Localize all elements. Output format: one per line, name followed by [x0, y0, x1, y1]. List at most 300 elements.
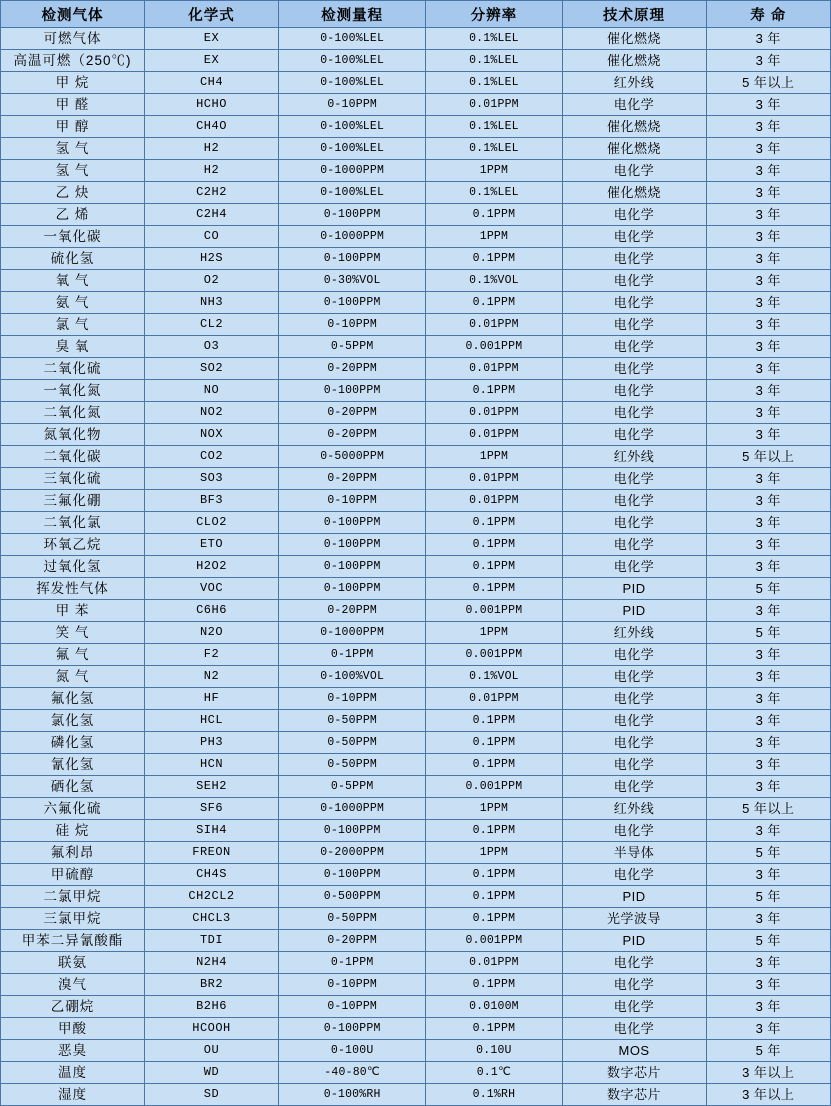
cell-formula: EX — [144, 50, 278, 72]
column-header-formula: 化学式 — [144, 1, 278, 28]
cell-technology: 催化燃烧 — [562, 50, 706, 72]
table-row — [1, 270, 831, 292]
table-row — [1, 380, 831, 402]
cell-gas: 氮 气 — [1, 666, 145, 688]
cell-range: 0-50PPM — [279, 732, 426, 754]
table-row — [1, 996, 831, 1018]
cell-range: 0-10PPM — [279, 688, 426, 710]
cell-lifetime: 3 年 — [706, 556, 830, 578]
cell-resolution: 0.1PPM — [426, 512, 562, 534]
cell-lifetime: 3 年 — [706, 160, 830, 182]
cell-technology: 数字芯片 — [562, 1062, 706, 1084]
cell-formula: CH4S — [144, 864, 278, 886]
cell-gas: 六氟化硫 — [1, 798, 145, 820]
cell-resolution: 0.001PPM — [426, 600, 562, 622]
cell-gas: 三氧化硫 — [1, 468, 145, 490]
cell-resolution: 0.1%LEL — [426, 28, 562, 50]
cell-gas: 乙 炔 — [1, 182, 145, 204]
cell-gas: 磷化氢 — [1, 732, 145, 754]
cell-technology: 电化学 — [562, 314, 706, 336]
cell-gas: 甲 苯 — [1, 600, 145, 622]
cell-formula: NO — [144, 380, 278, 402]
cell-technology: 光学波导 — [562, 908, 706, 930]
cell-formula: SF6 — [144, 798, 278, 820]
cell-range: 0-1PPM — [279, 952, 426, 974]
cell-technology: 催化燃烧 — [562, 182, 706, 204]
cell-range: 0-20PPM — [279, 468, 426, 490]
table-row — [1, 1062, 831, 1084]
cell-range: 0-100PPM — [279, 820, 426, 842]
cell-resolution: 0.01PPM — [426, 688, 562, 710]
cell-range: 0-10PPM — [279, 94, 426, 116]
cell-resolution: 0.001PPM — [426, 776, 562, 798]
cell-lifetime: 3 年 — [706, 204, 830, 226]
cell-lifetime: 3 年 — [706, 358, 830, 380]
cell-lifetime: 3 年 — [706, 754, 830, 776]
table-row — [1, 930, 831, 952]
cell-technology: PID — [562, 600, 706, 622]
cell-formula: B2H6 — [144, 996, 278, 1018]
cell-range: 0-1000PPM — [279, 160, 426, 182]
cell-lifetime: 5 年以上 — [706, 798, 830, 820]
cell-resolution: 1PPM — [426, 160, 562, 182]
table-row — [1, 732, 831, 754]
cell-gas: 三氟化硼 — [1, 490, 145, 512]
cell-range: 0-100PPM — [279, 534, 426, 556]
header-row — [1, 1, 831, 28]
cell-technology: MOS — [562, 1040, 706, 1062]
table-row — [1, 864, 831, 886]
cell-formula: HCOOH — [144, 1018, 278, 1040]
cell-formula: NO2 — [144, 402, 278, 424]
cell-formula: O2 — [144, 270, 278, 292]
cell-lifetime: 3 年以上 — [706, 1084, 830, 1106]
cell-lifetime: 3 年 — [706, 710, 830, 732]
cell-range: 0-100PPM — [279, 578, 426, 600]
cell-gas: 三氯甲烷 — [1, 908, 145, 930]
cell-formula: SEH2 — [144, 776, 278, 798]
cell-technology: 红外线 — [562, 622, 706, 644]
cell-range: 0-2000PPM — [279, 842, 426, 864]
cell-range: 0-1000PPM — [279, 798, 426, 820]
column-header-gas: 检测气体 — [1, 1, 145, 28]
cell-resolution: 0.1℃ — [426, 1062, 562, 1084]
cell-formula: SO2 — [144, 358, 278, 380]
cell-technology: 电化学 — [562, 358, 706, 380]
cell-gas: 硅 烷 — [1, 820, 145, 842]
table-row — [1, 710, 831, 732]
table-row — [1, 336, 831, 358]
column-header-lifetime: 寿 命 — [706, 1, 830, 28]
cell-formula: NOX — [144, 424, 278, 446]
cell-resolution: 0.01PPM — [426, 490, 562, 512]
cell-formula: PH3 — [144, 732, 278, 754]
cell-range: 0-100PPM — [279, 380, 426, 402]
cell-gas: 氟利昂 — [1, 842, 145, 864]
cell-gas: 联氨 — [1, 952, 145, 974]
cell-range: 0-100%LEL — [279, 116, 426, 138]
cell-gas: 氨 气 — [1, 292, 145, 314]
cell-gas: 笑 气 — [1, 622, 145, 644]
cell-resolution: 0.001PPM — [426, 336, 562, 358]
table-row — [1, 424, 831, 446]
cell-lifetime: 5 年 — [706, 930, 830, 952]
cell-resolution: 0.1PPM — [426, 710, 562, 732]
table-row — [1, 248, 831, 270]
cell-resolution: 0.1PPM — [426, 908, 562, 930]
cell-technology: 催化燃烧 — [562, 116, 706, 138]
cell-lifetime: 3 年 — [706, 116, 830, 138]
cell-lifetime: 3 年 — [706, 1018, 830, 1040]
cell-resolution: 0.1%LEL — [426, 72, 562, 94]
cell-lifetime: 3 年 — [706, 380, 830, 402]
cell-lifetime: 3 年 — [706, 974, 830, 996]
table-row — [1, 1084, 831, 1106]
cell-gas: 乙 烯 — [1, 204, 145, 226]
table-row — [1, 204, 831, 226]
table-row — [1, 842, 831, 864]
cell-gas: 硒化氢 — [1, 776, 145, 798]
cell-formula: N2H4 — [144, 952, 278, 974]
cell-resolution: 0.0100M — [426, 996, 562, 1018]
cell-formula: H2 — [144, 160, 278, 182]
cell-technology: 电化学 — [562, 754, 706, 776]
cell-range: 0-100PPM — [279, 556, 426, 578]
cell-technology: 电化学 — [562, 556, 706, 578]
cell-formula: ETO — [144, 534, 278, 556]
cell-formula: C6H6 — [144, 600, 278, 622]
cell-range: 0-100%LEL — [279, 182, 426, 204]
cell-gas: 甲硫醇 — [1, 864, 145, 886]
cell-range: 0-100PPM — [279, 512, 426, 534]
table-row — [1, 512, 831, 534]
cell-formula: OU — [144, 1040, 278, 1062]
cell-range: 0-5PPM — [279, 336, 426, 358]
cell-technology: 电化学 — [562, 776, 706, 798]
cell-range: 0-20PPM — [279, 424, 426, 446]
cell-resolution: 0.10U — [426, 1040, 562, 1062]
table-row — [1, 798, 831, 820]
cell-gas: 氢 气 — [1, 138, 145, 160]
cell-resolution: 0.01PPM — [426, 424, 562, 446]
cell-formula: CHCL3 — [144, 908, 278, 930]
cell-lifetime: 3 年 — [706, 336, 830, 358]
table-row — [1, 622, 831, 644]
cell-lifetime: 3 年以上 — [706, 1062, 830, 1084]
cell-gas: 氢 气 — [1, 160, 145, 182]
cell-technology: 电化学 — [562, 490, 706, 512]
cell-range: 0-30%VOL — [279, 270, 426, 292]
cell-technology: 电化学 — [562, 996, 706, 1018]
cell-technology: 红外线 — [562, 72, 706, 94]
cell-range: 0-20PPM — [279, 600, 426, 622]
cell-lifetime: 5 年 — [706, 1040, 830, 1062]
cell-gas: 二氯甲烷 — [1, 886, 145, 908]
cell-lifetime: 3 年 — [706, 94, 830, 116]
cell-technology: 电化学 — [562, 512, 706, 534]
cell-gas: 挥发性气体 — [1, 578, 145, 600]
cell-technology: 催化燃烧 — [562, 28, 706, 50]
cell-range: 0-50PPM — [279, 754, 426, 776]
cell-technology: 电化学 — [562, 534, 706, 556]
cell-lifetime: 5 年以上 — [706, 446, 830, 468]
cell-technology: 电化学 — [562, 402, 706, 424]
cell-resolution: 0.1%VOL — [426, 666, 562, 688]
table-row — [1, 446, 831, 468]
cell-range: 0-100%VOL — [279, 666, 426, 688]
cell-technology: 电化学 — [562, 974, 706, 996]
cell-technology: PID — [562, 886, 706, 908]
cell-lifetime: 3 年 — [706, 248, 830, 270]
cell-lifetime: 5 年 — [706, 842, 830, 864]
cell-resolution: 0.1PPM — [426, 204, 562, 226]
cell-formula: BR2 — [144, 974, 278, 996]
cell-range: 0-1PPM — [279, 644, 426, 666]
cell-resolution: 0.1%LEL — [426, 138, 562, 160]
cell-lifetime: 3 年 — [706, 226, 830, 248]
cell-resolution: 0.1PPM — [426, 292, 562, 314]
cell-resolution: 0.01PPM — [426, 468, 562, 490]
cell-lifetime: 3 年 — [706, 50, 830, 72]
cell-technology: 电化学 — [562, 204, 706, 226]
cell-resolution: 0.001PPM — [426, 644, 562, 666]
cell-gas: 一氧化氮 — [1, 380, 145, 402]
cell-gas: 恶臭 — [1, 1040, 145, 1062]
cell-formula: H2O2 — [144, 556, 278, 578]
cell-resolution: 0.1PPM — [426, 380, 562, 402]
cell-range: 0-100%LEL — [279, 50, 426, 72]
cell-lifetime: 3 年 — [706, 952, 830, 974]
cell-formula: CO2 — [144, 446, 278, 468]
cell-lifetime: 3 年 — [706, 468, 830, 490]
cell-gas: 溴气 — [1, 974, 145, 996]
cell-resolution: 0.1PPM — [426, 534, 562, 556]
cell-formula: HCHO — [144, 94, 278, 116]
cell-lifetime: 5 年 — [706, 886, 830, 908]
table-row — [1, 1018, 831, 1040]
cell-lifetime: 3 年 — [706, 864, 830, 886]
table-row — [1, 50, 831, 72]
cell-resolution: 1PPM — [426, 842, 562, 864]
cell-range: 0-100%RH — [279, 1084, 426, 1106]
cell-gas: 一氧化碳 — [1, 226, 145, 248]
table-row — [1, 1040, 831, 1062]
table-row — [1, 776, 831, 798]
cell-range: 0-5000PPM — [279, 446, 426, 468]
cell-resolution: 0.01PPM — [426, 952, 562, 974]
cell-gas: 二氧化硫 — [1, 358, 145, 380]
cell-formula: CH4 — [144, 72, 278, 94]
cell-gas: 二氧化氮 — [1, 402, 145, 424]
table-row — [1, 138, 831, 160]
cell-resolution: 0.1PPM — [426, 556, 562, 578]
cell-gas: 氟化氢 — [1, 688, 145, 710]
cell-lifetime: 3 年 — [706, 402, 830, 424]
cell-technology: 电化学 — [562, 952, 706, 974]
cell-resolution: 0.1PPM — [426, 864, 562, 886]
cell-technology: 电化学 — [562, 336, 706, 358]
cell-range: 0-20PPM — [279, 930, 426, 952]
table-row — [1, 556, 831, 578]
cell-gas: 高温可燃（250℃) — [1, 50, 145, 72]
cell-lifetime: 3 年 — [706, 182, 830, 204]
cell-resolution: 0.1%RH — [426, 1084, 562, 1106]
column-header-resolution: 分辨率 — [426, 1, 562, 28]
cell-formula: H2 — [144, 138, 278, 160]
cell-gas: 二氧化碳 — [1, 446, 145, 468]
cell-range: 0-100%LEL — [279, 138, 426, 160]
cell-gas: 氟 气 — [1, 644, 145, 666]
table-row — [1, 908, 831, 930]
cell-resolution: 0.1PPM — [426, 732, 562, 754]
cell-lifetime: 5 年以上 — [706, 72, 830, 94]
cell-technology: 电化学 — [562, 820, 706, 842]
cell-technology: 电化学 — [562, 160, 706, 182]
cell-range: 0-1000PPM — [279, 226, 426, 248]
cell-range: 0-50PPM — [279, 710, 426, 732]
cell-formula: HCL — [144, 710, 278, 732]
table-row — [1, 974, 831, 996]
cell-gas: 乙硼烷 — [1, 996, 145, 1018]
cell-resolution: 0.1PPM — [426, 754, 562, 776]
table-row — [1, 688, 831, 710]
cell-gas: 湿度 — [1, 1084, 145, 1106]
cell-technology: 电化学 — [562, 666, 706, 688]
cell-lifetime: 3 年 — [706, 512, 830, 534]
cell-lifetime: 5 年 — [706, 622, 830, 644]
cell-formula: CH2CL2 — [144, 886, 278, 908]
cell-formula: SIH4 — [144, 820, 278, 842]
cell-formula: HCN — [144, 754, 278, 776]
cell-resolution: 0.1PPM — [426, 1018, 562, 1040]
cell-lifetime: 3 年 — [706, 644, 830, 666]
cell-gas: 氯 气 — [1, 314, 145, 336]
cell-technology: PID — [562, 930, 706, 952]
table-row — [1, 600, 831, 622]
table-row — [1, 116, 831, 138]
cell-resolution: 0.1%LEL — [426, 50, 562, 72]
cell-technology: 催化燃烧 — [562, 138, 706, 160]
cell-technology: PID — [562, 578, 706, 600]
cell-gas: 氰化氢 — [1, 754, 145, 776]
cell-formula: SD — [144, 1084, 278, 1106]
cell-resolution: 0.1%VOL — [426, 270, 562, 292]
cell-formula: F2 — [144, 644, 278, 666]
cell-formula: CL2 — [144, 314, 278, 336]
table-row — [1, 820, 831, 842]
cell-technology: 电化学 — [562, 226, 706, 248]
table-body — [1, 28, 831, 1106]
cell-gas: 环氧乙烷 — [1, 534, 145, 556]
cell-formula: FREON — [144, 842, 278, 864]
cell-range: -40-80℃ — [279, 1062, 426, 1084]
cell-lifetime: 3 年 — [706, 138, 830, 160]
table-row — [1, 644, 831, 666]
cell-technology: 电化学 — [562, 710, 706, 732]
cell-formula: CH4O — [144, 116, 278, 138]
cell-formula: HF — [144, 688, 278, 710]
cell-formula: VOC — [144, 578, 278, 600]
column-header-range: 检测量程 — [279, 1, 426, 28]
cell-resolution: 0.01PPM — [426, 314, 562, 336]
cell-gas: 温度 — [1, 1062, 145, 1084]
cell-range: 0-100PPM — [279, 204, 426, 226]
cell-formula: CLO2 — [144, 512, 278, 534]
cell-lifetime: 5 年 — [706, 578, 830, 600]
table-row — [1, 468, 831, 490]
cell-formula: O3 — [144, 336, 278, 358]
cell-technology: 电化学 — [562, 644, 706, 666]
cell-resolution: 1PPM — [426, 622, 562, 644]
cell-formula: C2H2 — [144, 182, 278, 204]
table-row — [1, 160, 831, 182]
cell-range: 0-10PPM — [279, 490, 426, 512]
cell-formula: TDI — [144, 930, 278, 952]
table-row — [1, 72, 831, 94]
cell-lifetime: 3 年 — [706, 270, 830, 292]
cell-resolution: 0.1PPM — [426, 248, 562, 270]
cell-gas: 甲 醇 — [1, 116, 145, 138]
cell-range: 0-1000PPM — [279, 622, 426, 644]
cell-technology: 数字芯片 — [562, 1084, 706, 1106]
cell-range: 0-20PPM — [279, 358, 426, 380]
cell-range: 0-100PPM — [279, 1018, 426, 1040]
column-header-technology: 技术原理 — [562, 1, 706, 28]
cell-technology: 电化学 — [562, 94, 706, 116]
cell-resolution: 0.1PPM — [426, 974, 562, 996]
table-row — [1, 578, 831, 600]
cell-gas: 甲 醛 — [1, 94, 145, 116]
table-row — [1, 952, 831, 974]
cell-range: 0-500PPM — [279, 886, 426, 908]
cell-lifetime: 3 年 — [706, 424, 830, 446]
cell-range: 0-10PPM — [279, 974, 426, 996]
cell-gas: 甲苯二异氰酸酯 — [1, 930, 145, 952]
cell-gas: 二氧化氯 — [1, 512, 145, 534]
table-row — [1, 226, 831, 248]
cell-gas: 氮氧化物 — [1, 424, 145, 446]
cell-lifetime: 3 年 — [706, 534, 830, 556]
cell-range: 0-100%LEL — [279, 28, 426, 50]
cell-gas: 氯化氢 — [1, 710, 145, 732]
cell-range: 0-50PPM — [279, 908, 426, 930]
table-row — [1, 402, 831, 424]
cell-technology: 电化学 — [562, 424, 706, 446]
cell-technology: 红外线 — [562, 446, 706, 468]
cell-range: 0-100U — [279, 1040, 426, 1062]
cell-resolution: 0.001PPM — [426, 930, 562, 952]
table-row — [1, 490, 831, 512]
cell-gas: 氧 气 — [1, 270, 145, 292]
cell-formula: WD — [144, 1062, 278, 1084]
cell-gas: 硫化氢 — [1, 248, 145, 270]
cell-lifetime: 3 年 — [706, 776, 830, 798]
table-row — [1, 94, 831, 116]
cell-lifetime: 3 年 — [706, 314, 830, 336]
cell-gas: 臭 氧 — [1, 336, 145, 358]
cell-resolution: 0.1%LEL — [426, 182, 562, 204]
cell-range: 0-100PPM — [279, 864, 426, 886]
cell-lifetime: 3 年 — [706, 820, 830, 842]
cell-technology: 半导体 — [562, 842, 706, 864]
cell-gas: 甲酸 — [1, 1018, 145, 1040]
cell-range: 0-100%LEL — [279, 72, 426, 94]
cell-technology: 电化学 — [562, 732, 706, 754]
cell-lifetime: 3 年 — [706, 490, 830, 512]
cell-lifetime: 3 年 — [706, 666, 830, 688]
cell-formula: C2H4 — [144, 204, 278, 226]
table-row — [1, 358, 831, 380]
